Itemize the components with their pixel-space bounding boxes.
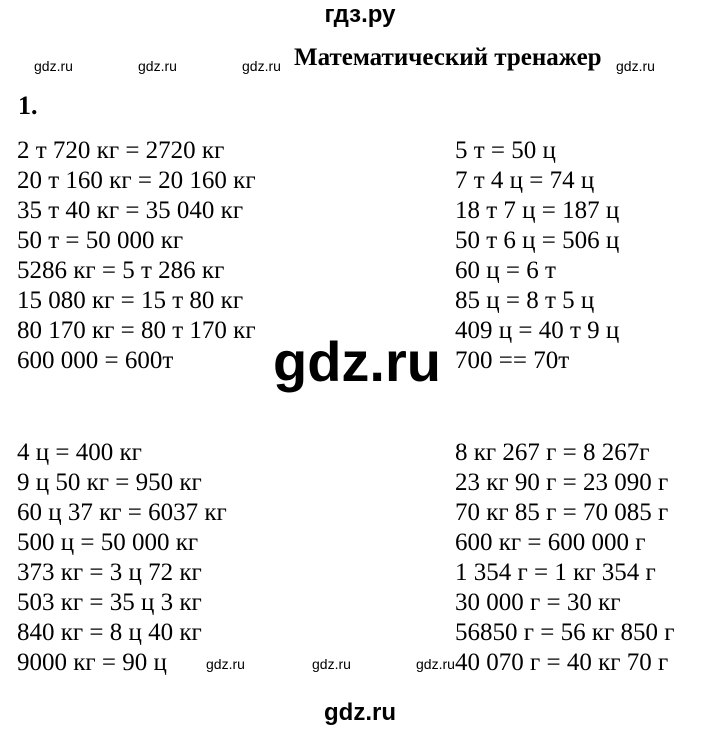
equation: 5286 кг = 5 т 286 кг — [17, 257, 225, 284]
equation: 409 ц = 40 т 9 ц — [455, 317, 620, 344]
equation: 60 ц 37 кг = 6037 кг — [17, 499, 227, 526]
equation: 15 080 кг = 15 т 80 кг — [17, 287, 244, 314]
watermark-large-text: gdz.ru — [273, 330, 441, 393]
equation: 18 т 7 ц = 187 ц — [455, 197, 620, 224]
equation: 373 кг = 3 ц 72 кг — [17, 559, 202, 586]
equation: 9 ц 50 кг = 950 кг — [17, 469, 202, 496]
equation: 70 кг 85 г = 70 085 г — [455, 499, 669, 526]
equation: 600 000 = 600т — [17, 347, 174, 374]
equation: 23 кг 90 г = 23 090 г — [455, 469, 669, 496]
watermark: gdz.ru — [242, 58, 281, 74]
equation: 700 == 70т — [455, 347, 570, 374]
equation: 2 т 720 кг = 2720 кг — [17, 137, 225, 164]
equation: 20 т 160 кг = 20 160 кг — [17, 167, 256, 194]
equation: 56850 г = 56 кг 850 г — [455, 619, 675, 646]
watermark: gdz.ru — [312, 656, 351, 672]
equation: 8 кг 267 г = 8 267г — [455, 439, 650, 466]
page-title: Математический тренажер — [294, 44, 602, 71]
equation: 40 070 г = 40 кг 70 г — [455, 649, 669, 676]
equation: 600 кг = 600 000 г — [455, 529, 646, 556]
equation: 60 ц = 6 т — [455, 257, 556, 284]
site-header: гдз.ру — [324, 1, 396, 28]
equation: 840 кг = 8 ц 40 кг — [17, 619, 202, 646]
watermark: gdz.ru — [616, 58, 655, 74]
equation: 80 170 кг = 80 т 170 кг — [17, 317, 256, 344]
equation: 30 000 г = 30 кг — [455, 589, 621, 616]
equation: 503 кг = 35 ц 3 кг — [17, 589, 202, 616]
equation: 5 т = 50 ц — [455, 137, 556, 164]
equation: 4 ц = 400 кг — [17, 439, 142, 466]
watermark: gdz.ru — [34, 58, 73, 74]
equation: 35 т 40 кг = 35 040 кг — [17, 197, 244, 224]
watermark: gdz.ru — [416, 656, 455, 672]
watermark: gdz.ru — [138, 58, 177, 74]
watermark-large — [0, 330, 720, 394]
task-number: 1. — [18, 91, 38, 120]
site-footer: gdz.ru — [324, 699, 396, 726]
equation: 85 ц = 8 т 5 ц — [455, 287, 595, 314]
equation: 50 т 6 ц = 506 ц — [455, 227, 620, 254]
equation: 50 т = 50 000 кг — [17, 227, 184, 254]
equation: 7 т 4 ц = 74 ц — [455, 167, 595, 194]
equation: 500 ц = 50 000 кг — [17, 529, 199, 556]
watermark: gdz.ru — [206, 656, 245, 672]
equation: 1 354 г = 1 кг 354 г — [455, 559, 656, 586]
equation: 9000 кг = 90 ц — [17, 649, 167, 676]
